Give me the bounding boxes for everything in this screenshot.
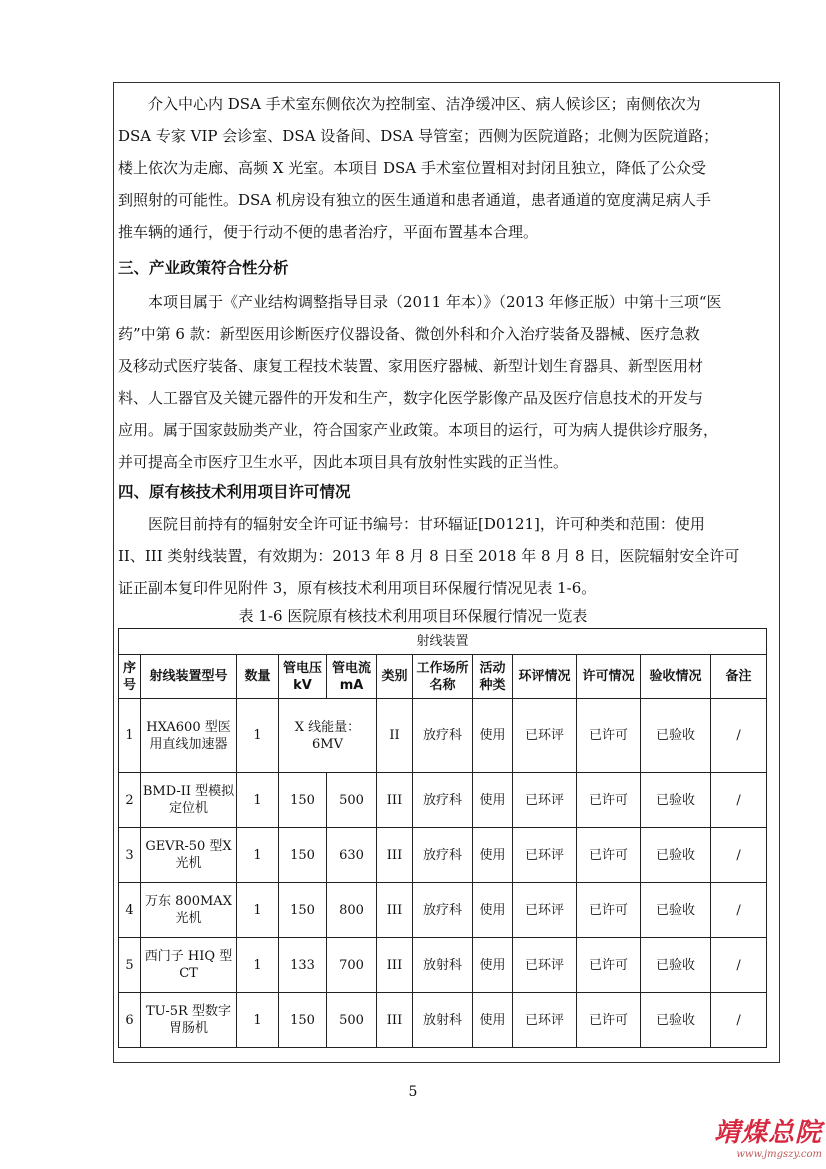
- cell-qty: 1: [237, 699, 279, 773]
- text-line: 料、人工器官及关键元器件的开发和生产，数字化医学影像产品及医疗信息技术的开发与: [118, 389, 704, 407]
- cell-class: III: [377, 938, 413, 993]
- cell-activity: 使用: [473, 993, 513, 1048]
- cell-ma: 630: [327, 828, 377, 883]
- cell-ma: 800: [327, 883, 377, 938]
- cell-eia: 已环评: [513, 938, 577, 993]
- text-line: 到照射的可能性。DSA 机房设有独立的医生通道和患者通道，患者通道的宽度满足病人手: [118, 191, 711, 209]
- table-group-title: 射线装置: [119, 629, 767, 655]
- text-line: 药”中第 6 款：新型医用诊断医疗仪器设备、微创外科和介入治疗装备及器械、医疗急救: [118, 325, 700, 343]
- cell-class: III: [377, 993, 413, 1048]
- cell-acceptance: 已验收: [641, 993, 711, 1048]
- cell-model: GEVR-50 型X 光机: [141, 828, 237, 883]
- cell-qty: 1: [237, 828, 279, 883]
- cell-acceptance: 已验收: [641, 828, 711, 883]
- cell-acceptance: 已验收: [641, 773, 711, 828]
- heading-industrial-policy: 三、产业政策符合性分析: [118, 259, 289, 277]
- cell-eia: 已环评: [513, 993, 577, 1048]
- cell-model: TU-5R 型数字胃肠机: [141, 993, 237, 1048]
- cell-dept: 放疗科: [413, 883, 473, 938]
- cell-ma: 700: [327, 938, 377, 993]
- text-line: 及移动式医疗装备、康复工程技术装置、家用医疗器械、新型计划生育器具、新型医用材: [118, 357, 704, 375]
- table-caption: 表 1-6 医院原有核技术利用项目环保履行情况一览表: [238, 607, 588, 625]
- cell-kv: 150: [279, 883, 327, 938]
- cell-note: /: [711, 938, 767, 993]
- watermark-logo: 靖煤总院: [713, 1118, 822, 1148]
- cell-ma: 500: [327, 773, 377, 828]
- text-line: DSA 专家 VIP 会诊室、DSA 设备间、DSA 导管室；西侧为医院道路；北侧为医院道路；: [118, 127, 719, 145]
- cell-permit: 已许可: [577, 699, 641, 773]
- header-eia: 环评情况: [513, 655, 577, 699]
- cell-dept: 放射科: [413, 993, 473, 1048]
- text-line: 介入中心内 DSA 手术室东侧依次为控制室、洁净缓冲区、病人候诊区；南侧依次为: [118, 95, 701, 113]
- table-row: [119, 938, 767, 993]
- cell-eia: 已环评: [513, 883, 577, 938]
- text-line: 楼上依次为走廊、高频 X 光室。本项目 DSA 手术室位置相对封闭且独立，降低了公众受: [118, 159, 706, 177]
- cell-permit: 已许可: [577, 938, 641, 993]
- cell-ma: 500: [327, 993, 377, 1048]
- cell-kv: 150: [279, 993, 327, 1048]
- cell-model: 西门子 HIQ 型CT: [141, 938, 237, 993]
- heading-license-status: 四、原有核技术利用项目许可情况: [118, 483, 351, 501]
- cell-model: HXA600 型医用直线加速器: [141, 699, 237, 773]
- text-line: II、III 类射线装置，有效期为：2013 年 8 月 8 日至 2018 年 8 月 8 日，医院辐射安全许可: [118, 547, 740, 565]
- cell-eia: 已环评: [513, 773, 577, 828]
- cell-eia: 已环评: [513, 699, 577, 773]
- watermark-url: www.jmgszy.com: [736, 1149, 822, 1160]
- cell-class: III: [377, 828, 413, 883]
- radiation-device-table: [118, 628, 767, 1048]
- cell-activity: 使用: [473, 828, 513, 883]
- cell-kv: 133: [279, 938, 327, 993]
- cell-no: 2: [119, 773, 141, 828]
- cell-activity: 使用: [473, 938, 513, 993]
- cell-note: /: [711, 883, 767, 938]
- cell-dept: 放疗科: [413, 699, 473, 773]
- cell-qty: 1: [237, 993, 279, 1048]
- cell-class: III: [377, 773, 413, 828]
- text-line: 医院目前持有的辐射安全许可证书编号：甘环辐证[D0121]，许可种类和范围：使用: [118, 515, 705, 533]
- cell-note: /: [711, 699, 767, 773]
- cell-model: 万东 800MAX 光机: [141, 883, 237, 938]
- cell-permit: 已许可: [577, 993, 641, 1048]
- cell-permit: 已许可: [577, 883, 641, 938]
- header-no: 序号: [119, 655, 141, 699]
- header-kv: 管电压kV: [279, 655, 327, 699]
- cell-dept: 放射科: [413, 938, 473, 993]
- header-dept: 工作场所名称: [413, 655, 473, 699]
- cell-activity: 使用: [473, 773, 513, 828]
- header-qty: 数量: [237, 655, 279, 699]
- table-row: [119, 883, 767, 938]
- cell-no: 3: [119, 828, 141, 883]
- cell-acceptance: 已验收: [641, 883, 711, 938]
- header-acceptance: 验收情况: [641, 655, 711, 699]
- cell-acceptance: 已验收: [641, 938, 711, 993]
- cell-eia: 已环评: [513, 828, 577, 883]
- cell-kv: 150: [279, 773, 327, 828]
- cell-no: 5: [119, 938, 141, 993]
- header-note: 备注: [711, 655, 767, 699]
- header-permit: 许可情况: [577, 655, 641, 699]
- cell-qty: 1: [237, 938, 279, 993]
- text-line: 本项目属于《产业结构调整指导目录（2011 年本）》（2013 年修正版）中第十三项“医: [118, 293, 722, 311]
- cell-note: /: [711, 773, 767, 828]
- header-activity: 活动种类: [473, 655, 513, 699]
- cell-class: III: [377, 883, 413, 938]
- cell-acceptance: 已验收: [641, 699, 711, 773]
- page-number: 5: [408, 1084, 418, 1100]
- cell-kv: 150: [279, 828, 327, 883]
- cell-no: 4: [119, 883, 141, 938]
- table-row: [119, 699, 767, 773]
- cell-activity: 使用: [473, 699, 513, 773]
- cell-model: BMD-II 型模拟定位机: [141, 773, 237, 828]
- table-row: [119, 773, 767, 828]
- table-row: [119, 993, 767, 1048]
- header-model: 射线装置型号: [141, 655, 237, 699]
- text-line: 并可提高全市医疗卫生水平，因此本项目具有放射性实践的正当性。: [118, 453, 569, 471]
- text-line: 应用。属于国家鼓励类产业，符合国家产业政策。本项目的运行，可为病人提供诊疗服务，: [118, 421, 719, 439]
- cell-activity: 使用: [473, 883, 513, 938]
- cell-class: II: [377, 699, 413, 773]
- cell-no: 1: [119, 699, 141, 773]
- cell-no: 6: [119, 993, 141, 1048]
- cell-energy: X 线能量：6MV: [279, 699, 377, 773]
- cell-qty: 1: [237, 883, 279, 938]
- cell-note: /: [711, 828, 767, 883]
- text-line: 推车辆的通行，便于行动不便的患者治疗，平面布置基本合理。: [118, 223, 539, 241]
- paragraph-layout: [118, 88, 773, 248]
- paragraph-industrial-policy: [118, 286, 773, 478]
- cell-permit: 已许可: [577, 773, 641, 828]
- cell-dept: 放疗科: [413, 773, 473, 828]
- cell-permit: 已许可: [577, 828, 641, 883]
- paragraph-license-status: [118, 508, 773, 604]
- header-class: 类别: [377, 655, 413, 699]
- cell-note: /: [711, 993, 767, 1048]
- text-line: 证正副本复印件见附件 3，原有核技术利用项目环保履行情况见表 1-6。: [118, 579, 597, 597]
- header-ma: 管电流mA: [327, 655, 377, 699]
- cell-dept: 放疗科: [413, 828, 473, 883]
- cell-qty: 1: [237, 773, 279, 828]
- table-row: [119, 828, 767, 883]
